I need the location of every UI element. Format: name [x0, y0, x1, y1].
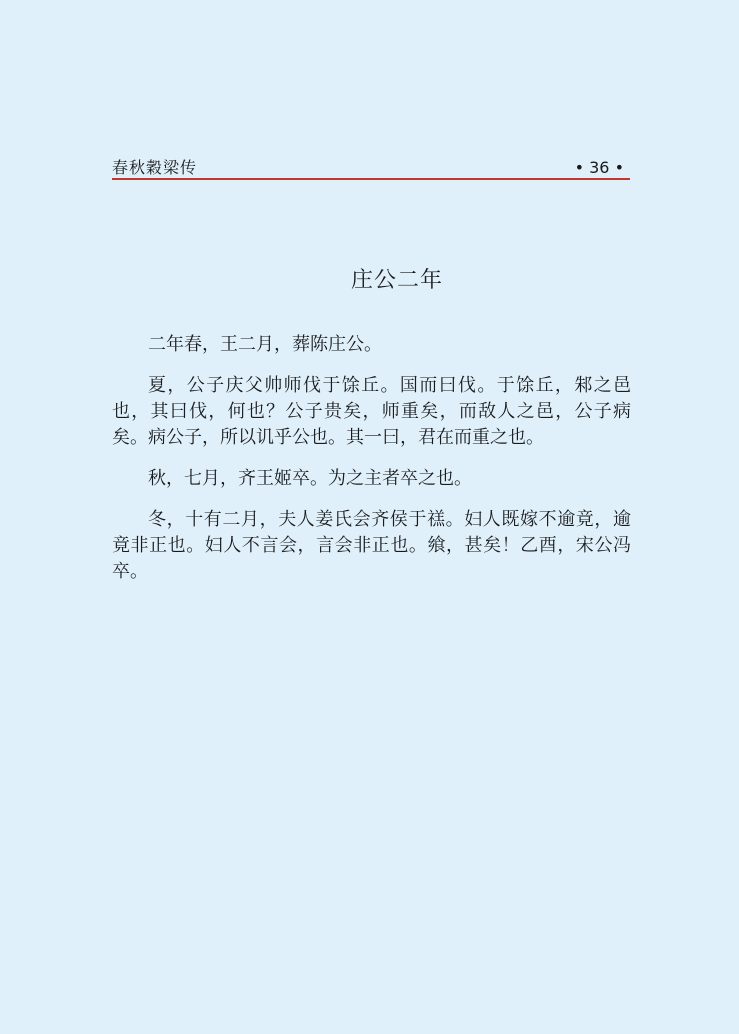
paragraph: 二年春，王二月，葬陈庄公。: [148, 334, 382, 355]
running-header: [112, 158, 630, 180]
paragraph: 冬，十有二月，夫人姜氏会齐侯于禚。妇人既嫁不逾竟，逾竟非正也。妇人不言会，言会非正也。飨，甚矣！乙酉，宋公冯卒。: [112, 509, 631, 582]
page-number: • 36 •: [574, 158, 624, 177]
chapter-title: 庄公二年: [350, 268, 443, 293]
paragraph: 秋，七月，齐王姬卒。为之主者卒之也。: [148, 468, 472, 489]
book-title: 春秋穀梁传: [112, 158, 198, 177]
chapter-body: [112, 332, 631, 600]
paragraph: 夏，公子庆父帅师伐于馀丘。国而曰伐。于馀丘，邾之邑也，其曰伐，何也？公子贵矣，师重矣，而敌人之邑，公子病矣。病公子，所以讥乎公也。其一曰，君在而重之也。: [112, 375, 631, 448]
